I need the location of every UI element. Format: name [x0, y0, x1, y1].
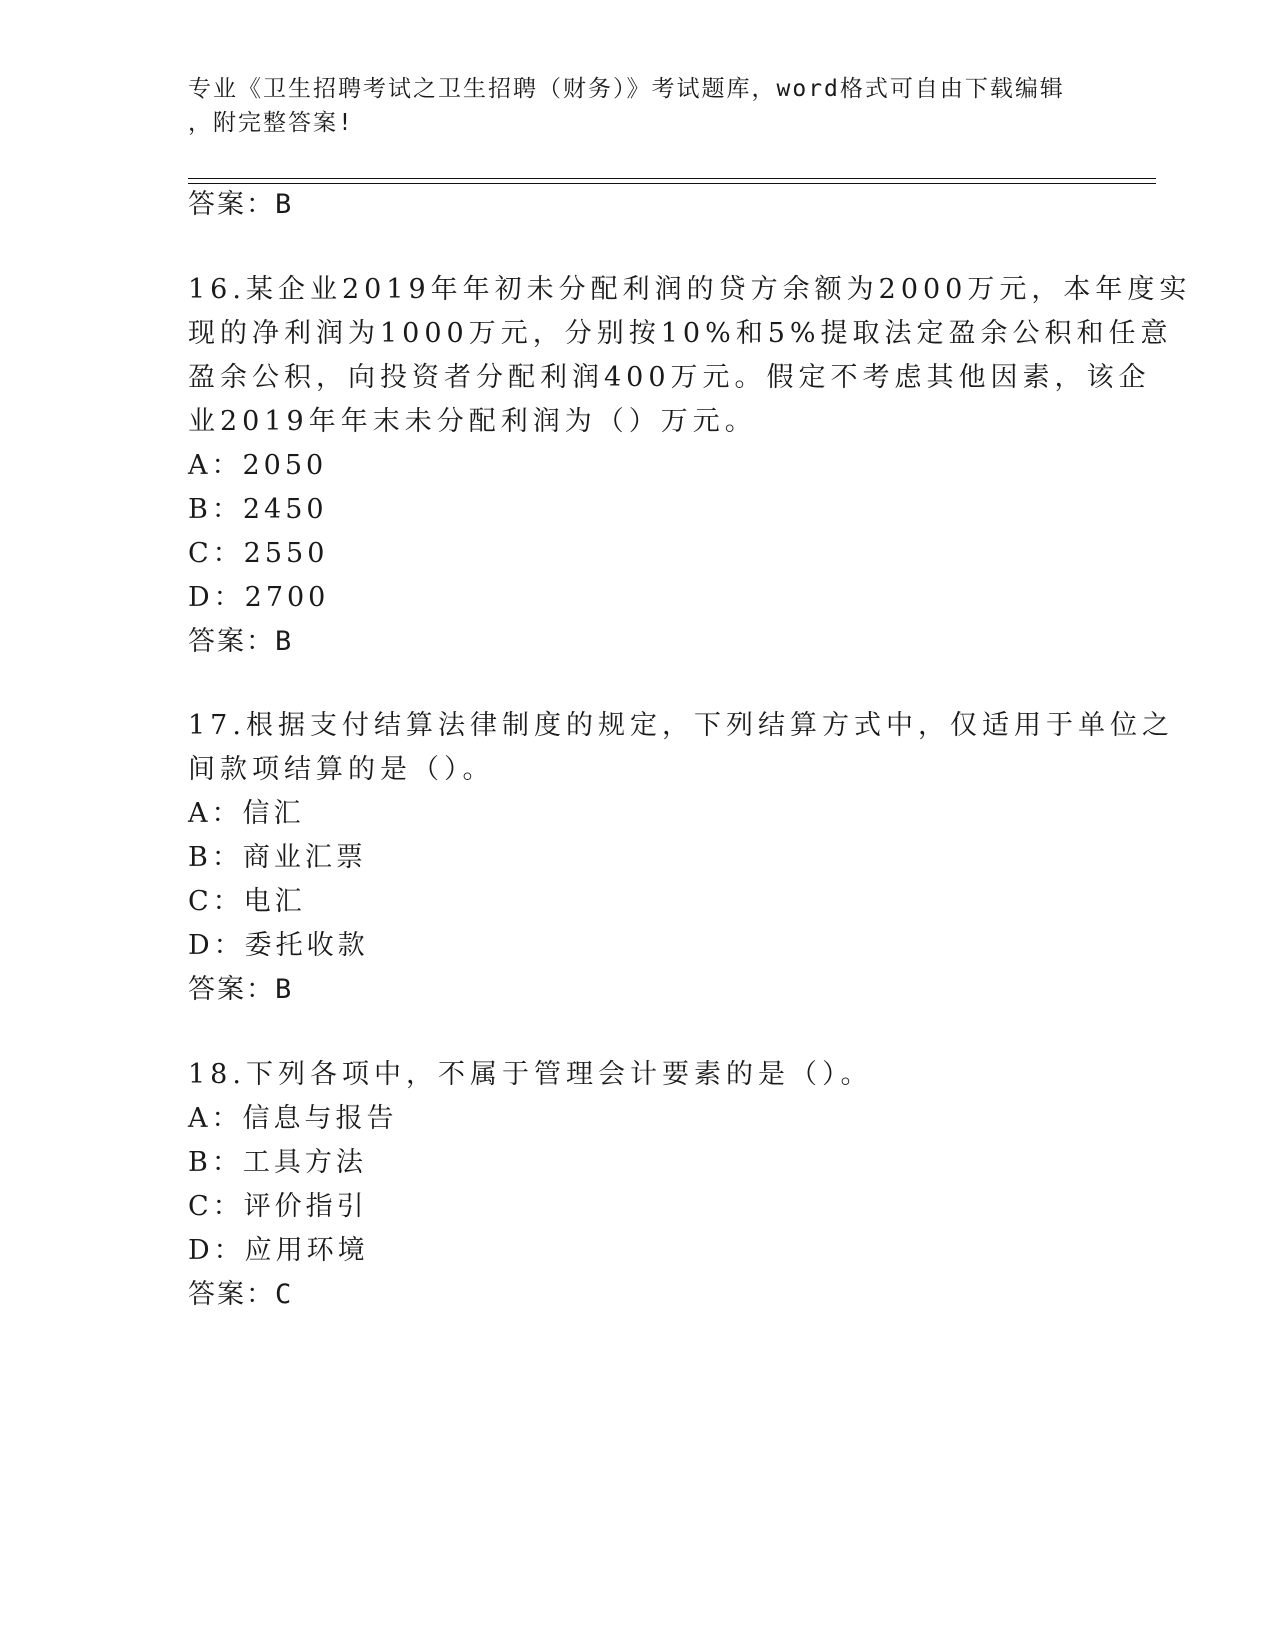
page-header [188, 72, 1068, 140]
header-title-line-2: ，附完整答案! [188, 110, 354, 136]
answer-label: 答案： [188, 189, 275, 220]
question-16-option-a: A：2050 [188, 450, 328, 481]
question-18-answer [188, 1278, 293, 1312]
answer-value: B [275, 626, 294, 657]
question-16-answer [188, 625, 293, 659]
answer-label: 答案： [188, 1279, 275, 1310]
answer-value: B [275, 974, 294, 1005]
question-16-option-b: B：2450 [188, 494, 328, 525]
question-17-option-b: B：商业汇票 [188, 842, 367, 873]
question-18-option-a: A：信息与报告 [188, 1103, 398, 1134]
answer-value: B [275, 189, 294, 220]
question-16-option-d: D：2700 [188, 582, 330, 613]
question-17-option-d: D：委托收款 [188, 930, 369, 961]
answer-label: 答案： [188, 626, 275, 657]
answer-value: C [275, 1279, 294, 1310]
question-17-line-2: 间款项结算的是（）。 [188, 754, 495, 785]
question-17-line-1: 17.根据支付结算法律制度的规定，下列结算方式中，仅适用于单位之 [188, 710, 1174, 741]
question-17-option-a: A：信汇 [188, 798, 305, 829]
header-title-line-1: 专业《卫生招聘考试之卫生招聘（财务）》考试题库，word格式可自由下载编辑 [188, 76, 1065, 102]
question-16-line-3: 盈余公积，向投资者分配利润400万元。假定不考虑其他因素，该企 [188, 362, 1151, 393]
question-18-line-1: 18.下列各项中，不属于管理会计要素的是（）。 [188, 1059, 873, 1090]
header-divider-top [188, 178, 1156, 179]
question-17-option-c: C：电汇 [188, 886, 306, 917]
question-18-option-c: C：评价指引 [188, 1191, 368, 1222]
header-divider-bottom [188, 183, 1156, 184]
question-16-line-2: 现的净利润为1000万元，分别按10%和5%提取法定盈余公积和任意 [188, 318, 1173, 349]
question-16-line-4: 业2019年年末未分配利润为（）万元。 [188, 406, 757, 437]
question-18-option-b: B：工具方法 [188, 1147, 367, 1178]
question-18-option-d: D：应用环境 [188, 1235, 369, 1266]
answer-label: 答案： [188, 974, 275, 1005]
answer-line [188, 188, 293, 222]
question-16-line-1: 16.某企业2019年年初未分配利润的贷方余额为2000万元，本年度实 [188, 274, 1192, 305]
question-17-answer [188, 973, 293, 1007]
question-16-option-c: C：2550 [188, 538, 329, 569]
